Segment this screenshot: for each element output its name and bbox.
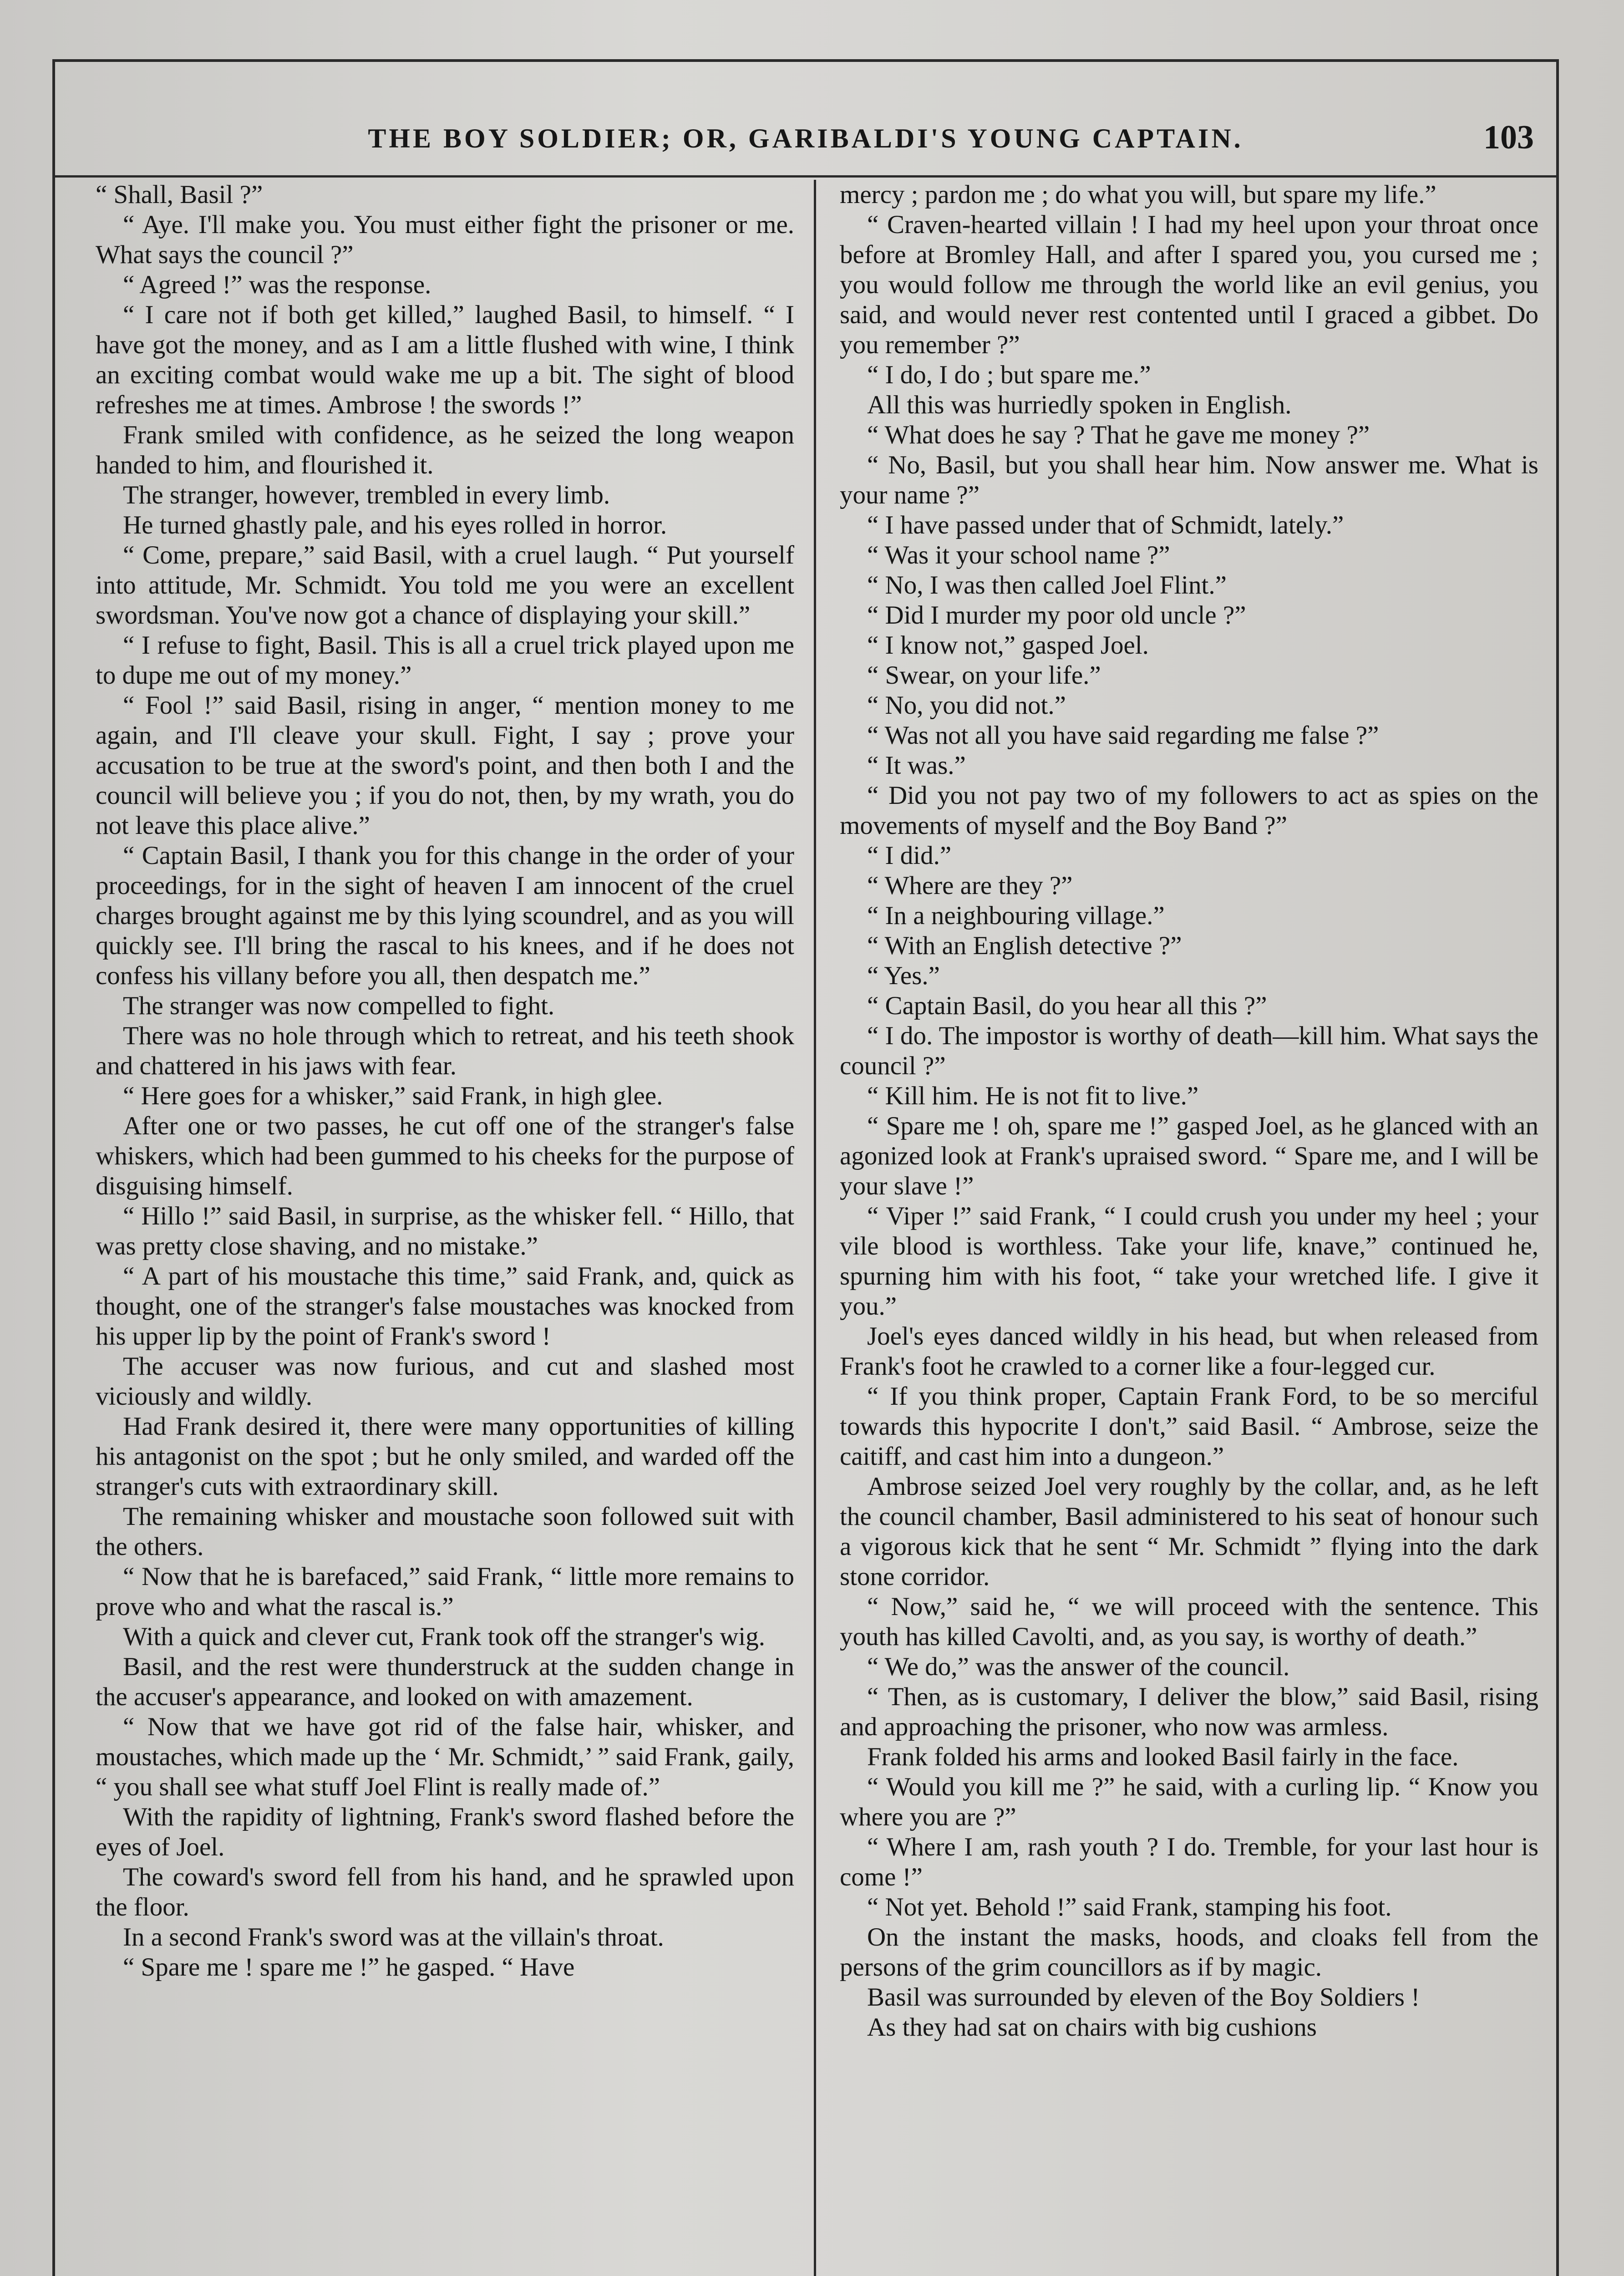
paragraph: “ Come, prepare,” said Basil, with a cruel laugh. “ Put yourself into attitude, Mr. Schmidt. You told me you were an excellent swordsman. You've now got a chance of displaying your skill.” xyxy=(96,541,794,630)
paragraph: “ Was not all you have said regarding me false ?” xyxy=(867,721,1379,750)
paragraph: “ Spare me ! oh, spare me !” gasped Joel, as he glanced with an agonized look at Frank's upraised sword. “ Spare me, and I will be your slave !” xyxy=(840,1112,1538,1200)
paragraph: “ Did you not pay two of my followers to act as spies on the movements of myself and the Boy Band ?” xyxy=(840,781,1538,840)
paragraph: The stranger, however, trembled in every limb. xyxy=(123,481,610,509)
paragraph: “ Shall, Basil ?” xyxy=(96,180,263,209)
paragraph: “ Did I murder my poor old uncle ?” xyxy=(867,601,1246,630)
running-title: THE BOY SOLDIER; OR, GARIBALDI'S YOUNG CAPTAIN. xyxy=(368,123,1243,153)
paragraph: “ Yes.” xyxy=(867,961,940,990)
paragraph: All this was hurriedly spoken in English. xyxy=(867,391,1292,419)
paragraph: In a second Frank's sword was at the villain's throat. xyxy=(123,1923,664,1951)
right-column xyxy=(840,180,1538,2276)
paragraph: “ I did.” xyxy=(867,841,952,870)
paragraph: After one or two passes, he cut off one of the stranger's false whiskers, which had been gummed to his cheeks for the purpose of disguising himself. xyxy=(96,1112,794,1200)
paragraph: The stranger was now compelled to fight. xyxy=(123,991,555,1020)
paragraph: Frank smiled with confidence, as he seized the long weapon handed to him, and flourished it. xyxy=(96,421,794,479)
paragraph: “ Captain Basil, do you hear all this ?” xyxy=(867,991,1267,1020)
paragraph: He turned ghastly pale, and his eyes rolled in horror. xyxy=(123,511,667,539)
paragraph: “ I have passed under that of Schmidt, lately.” xyxy=(867,511,1344,539)
paragraph: “ I care not if both get killed,” laughed Basil, to himself. “ I have got the money, and as I am a little flushed with wine, I think an exciting combat would wake me up a bit. The sight of blood refreshes me at times. Ambrose ! the swords !” xyxy=(96,300,794,419)
paragraph: “ Then, as is customary, I deliver the blow,” said Basil, rising and approaching the prisoner, who now was armless. xyxy=(840,1682,1538,1741)
paragraph: “ No, Basil, but you shall hear him. Now answer me. What is your name ?” xyxy=(840,451,1538,509)
paragraph: “ Viper !” said Frank, “ I could crush you under my heel ; your vile blood is worthless. Take your life, knave,” continued he, spurning him with his foot, “ take your wretched life. I give it you.” xyxy=(840,1202,1538,1321)
paragraph: “ I do. The impostor is worthy of death—kill him. What says the council ?” xyxy=(840,1021,1538,1080)
paragraph: With a quick and clever cut, Frank took off the stranger's wig. xyxy=(123,1622,765,1651)
paragraph: mercy ; pardon me ; do what you will, but spare my life.” xyxy=(840,180,1436,209)
paragraph: “ Now that we have got rid of the false hair, whisker, and moustaches, which made up the ‘ Mr. Schmidt,’ ” said Frank, gaily, “ you shall see what stuff Joel Flint is really made of.” xyxy=(96,1712,794,1801)
page-number: 103 xyxy=(1483,119,1534,156)
paragraph: On the instant the masks, hoods, and cloaks fell from the persons of the grim councillors as if by magic. xyxy=(840,1923,1538,1981)
paragraph: “ No, I was then called Joel Flint.” xyxy=(867,571,1227,599)
paragraph: “ In a neighbouring village.” xyxy=(867,901,1165,930)
paragraph: Basil, and the rest were thunderstruck at the sudden change in the accuser's appearance, and looked on with amazement. xyxy=(96,1652,794,1711)
paragraph: The accuser was now furious, and cut and slashed most viciously and wildly. xyxy=(96,1352,794,1411)
page-header xyxy=(52,114,1559,168)
paragraph: “ We do,” was the answer of the council. xyxy=(867,1652,1290,1681)
paragraph: “ Aye. I'll make you. You must either fight the prisoner or me. What says the council ?” xyxy=(96,210,794,269)
left-column xyxy=(96,180,794,2276)
paragraph: “ Now,” said he, “ we will proceed with the sentence. This youth has killed Cavolti, and, as you say, is worthy of death.” xyxy=(840,1592,1538,1651)
paragraph: “ Not yet. Behold !” said Frank, stamping his foot. xyxy=(867,1893,1392,1921)
paragraph: “ Where I am, rash youth ? I do. Tremble, for your last hour is come !” xyxy=(840,1833,1538,1891)
paragraph: “ Fool !” said Basil, rising in anger, “ mention money to me again, and I'll cleave your skull. Fight, I say ; prove your accusation to be true at the sword's point, and then both I and the council will believe you ; if you do not, then, by my wrath, you do not leave this place alive.” xyxy=(96,691,794,840)
paragraph: “ I do, I do ; but spare me.” xyxy=(867,361,1151,389)
paragraph: “ A part of his moustache this time,” said Frank, and, quick as thought, one of the stranger's false moustaches was knocked from his upper lip by the point of Frank's sword ! xyxy=(96,1262,794,1351)
paragraph: The coward's sword fell from his hand, and he sprawled upon the floor. xyxy=(96,1863,794,1921)
paragraph: “ What does he say ? That he gave me money ?” xyxy=(867,421,1370,449)
paragraph: With the rapidity of lightning, Frank's sword flashed before the eyes of Joel. xyxy=(96,1803,794,1861)
paragraph: Frank folded his arms and looked Basil fairly in the face. xyxy=(867,1743,1459,1771)
paragraph: “ I know not,” gasped Joel. xyxy=(867,631,1149,660)
column-divider xyxy=(814,180,816,2276)
paragraph: “ Swear, on your life.” xyxy=(867,661,1101,690)
paragraph: “ Spare me ! spare me !” he gasped. “ Have xyxy=(123,1953,575,1981)
paragraph: Ambrose seized Joel very roughly by the collar, and, as he left the council chamber, Basil administered to his seat of honour such a vigorous kick that he sent “ Mr. Schmidt ” flying into the dark stone corridor. xyxy=(840,1472,1538,1591)
paragraph: “ Would you kill me ?” he said, with a curling lip. “ Know you where you are ?” xyxy=(840,1773,1538,1831)
paragraph: “ Here goes for a whisker,” said Frank, in high glee. xyxy=(123,1082,663,1110)
paragraph: “ Craven-hearted villain ! I had my heel upon your throat once before at Bromley Hall, and after I spared you, you cursed me ; you would follow me through the world like an evil genius, you said, and would never rest contented until I graced a gibbet. Do you remember ?” xyxy=(840,210,1538,359)
paragraph: “ Where are they ?” xyxy=(867,871,1073,900)
paragraph: There was no hole through which to retreat, and his teeth shook and chattered in his jaws with fear. xyxy=(96,1021,794,1080)
paragraph: “ I refuse to fight, Basil. This is all a cruel trick played upon me to dupe me out of my money.” xyxy=(96,631,794,690)
paragraph: “ No, you did not.” xyxy=(867,691,1066,720)
paragraph: “ Agreed !” was the response. xyxy=(123,270,431,299)
paragraph: “ If you think proper, Captain Frank Ford, to be so merciful towards this hypocrite I don't,” said Basil. “ Ambrose, seize the caitiff, and cast him into a dungeon.” xyxy=(840,1382,1538,1471)
paragraph: “ Was it your school name ?” xyxy=(867,541,1170,569)
paragraph: “ Hillo !” said Basil, in surprise, as the whisker fell. “ Hillo, that was pretty close shaving, and no mistake.” xyxy=(96,1202,794,1260)
paragraph: “ Kill him. He is not fit to live.” xyxy=(867,1082,1199,1110)
paragraph: Joel's eyes danced wildly in his head, but when released from Frank's foot he crawled to a corner like a four-legged cur. xyxy=(840,1322,1538,1381)
paragraph: As they had sat on chairs with big cushions xyxy=(867,2013,1317,2042)
paragraph: “ Now that he is barefaced,” said Frank, “ little more remains to prove who and what the rascal is.” xyxy=(96,1562,794,1621)
paragraph: “ It was.” xyxy=(867,751,966,780)
header-rule xyxy=(52,175,1559,178)
paragraph: Basil was surrounded by eleven of the Boy Soldiers ! xyxy=(867,1983,1420,2012)
paragraph: The remaining whisker and moustache soon followed suit with the others. xyxy=(96,1502,794,1561)
paragraph: “ With an English detective ?” xyxy=(867,931,1182,960)
paragraph: Had Frank desired it, there were many opportunities of killing his antagonist on the spot ; but he only smiled, and warded off the stranger's cuts with extraordinary skill. xyxy=(96,1412,794,1501)
paragraph: “ Captain Basil, I thank you for this change in the order of your proceedings, for in the sight of heaven I am innocent of the cruel charges brought against me by this lying scoundrel, and as you will quickly see. I'll bring the rascal to his knees, and if he does not confess his villany before you all, then despatch me.” xyxy=(96,841,794,990)
